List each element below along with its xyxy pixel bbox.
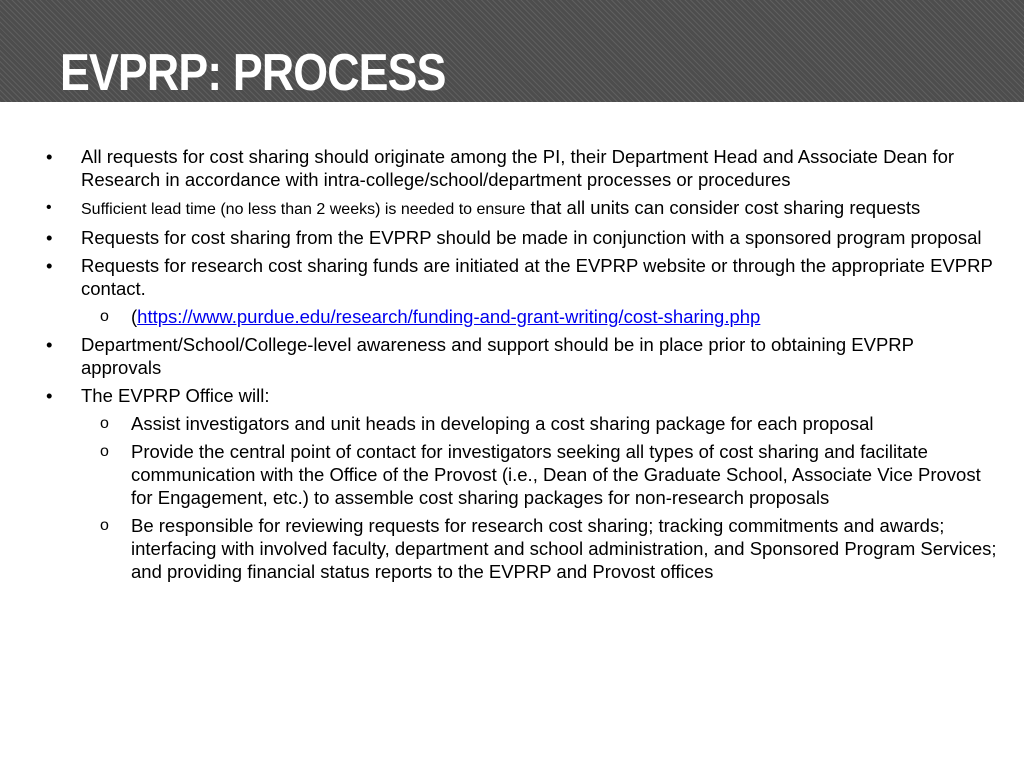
sub-item-assist xyxy=(0,412,1001,435)
bullet-icon: • xyxy=(46,385,53,406)
sub-bullet-icon: o xyxy=(100,308,109,325)
sub-bullet-icon: o xyxy=(100,415,109,432)
bullet-item-office xyxy=(0,384,994,407)
bullet-text: Department/School/College-level awareness and support should be in place prior to obtaining EVPRP approvals xyxy=(81,334,914,378)
bullet-item-website xyxy=(0,254,994,300)
bullet-text-small: Sufficient lead time (no less than 2 weeks) is needed to ensure xyxy=(81,201,526,218)
sub-item-text: Provide the central point of contact for investigators seeking all types of cost sharing and facilitate communication with the Office of the Provost (i.e., Dean of the Graduate School, Associate Vice Provost for Engagement, etc.) to assemble cost sharing packages for non-research proposals xyxy=(131,441,981,508)
sub-bullet-icon: o xyxy=(100,517,109,534)
bullet-text: that all units can consider cost sharing requests xyxy=(525,197,921,218)
cost-sharing-link[interactable]: https://www.purdue.edu/research/funding-and-grant-writing/cost-sharing.php xyxy=(137,306,761,327)
sub-item-text: Be responsible for reviewing requests for research cost sharing; tracking commitments and awards; interfacing with involved faculty, department and school administration, and Sponsored Program Services; and providing financial status reports to the EVPRP and Provost offices xyxy=(131,515,997,582)
bullet-text: All requests for cost sharing should originate among the PI, their Department Head and Associate Dean for Research in accordance with intra-college/school/department processes or procedures xyxy=(81,146,955,190)
bullet-text: Requests for research cost sharing funds are initiated at the EVPRP website or through the appropriate EVPRP contact. xyxy=(81,255,993,299)
link-prefix: ( xyxy=(131,306,138,327)
bullet-item-awareness xyxy=(0,333,994,379)
sub-item-cost-sharing-link xyxy=(0,305,1001,328)
bullet-text: The EVPRP Office will: xyxy=(81,385,270,406)
bullet-icon: • xyxy=(46,334,53,355)
bullet-icon: • xyxy=(46,199,52,216)
sub-bullet-icon: o xyxy=(100,443,109,460)
sub-item-text: Assist investigators and unit heads in developing a cost sharing package for each proposal xyxy=(131,413,874,434)
bullet-item-lead-time xyxy=(0,196,994,221)
bullet-item-sponsored-program xyxy=(0,226,994,249)
bullet-text: Requests for cost sharing from the EVPRP should be made in conjunction with a sponsored program proposal xyxy=(81,227,982,248)
sub-item-contact xyxy=(0,440,1001,509)
bullet-list xyxy=(0,145,1024,588)
bullet-icon: • xyxy=(46,146,53,167)
bullet-item-origin xyxy=(0,145,994,191)
bullet-icon: • xyxy=(46,255,53,276)
sub-item-responsible xyxy=(0,514,1001,583)
bullet-icon: • xyxy=(46,227,53,248)
title-banner xyxy=(0,0,1024,102)
slide-title: EVPRP: PROCESS xyxy=(60,44,446,102)
